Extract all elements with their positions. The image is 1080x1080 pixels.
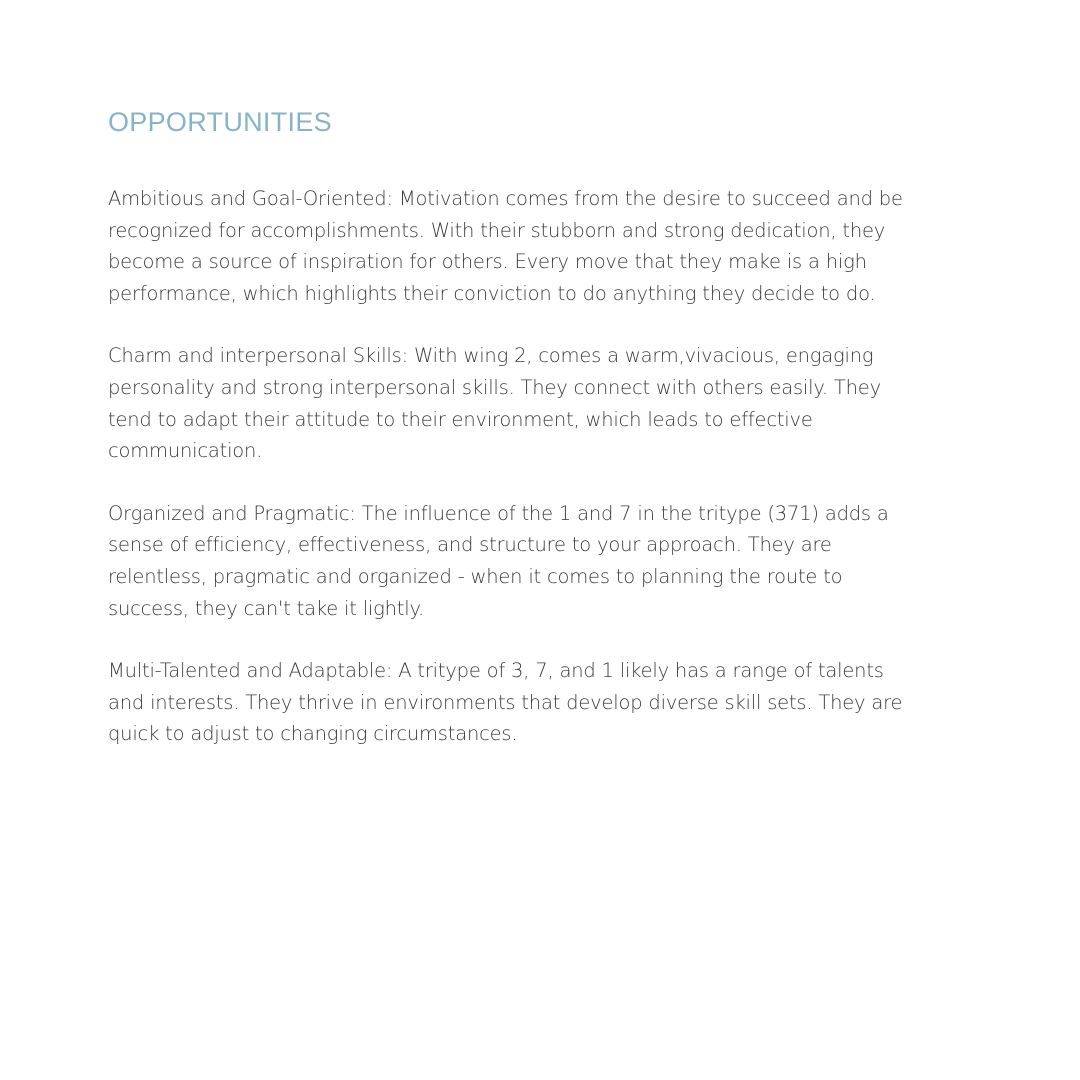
paragraph-organized: Organized and Pragmatic: The influence of the 1 and 7 in the tritype (371) adds a sense of efficiency, effectiveness, and structure to your approach. They are relentless, pragmatic and organized - when it comes to planning the route to success, they can't take it lightly. bbox=[108, 501, 889, 620]
paragraph-ambitious: Ambitious and Goal-Oriented: Motivation comes from the desire to succeed and be recognized for accomplishments. With their stubborn and strong dedication, they become a source of inspiration for others. Every move that they make is a high performance, which highlights their conviction to do anything they decide to do. bbox=[108, 187, 903, 305]
paragraph-charm: Charm and interpersonal Skills: With wing 2, comes a warm,vivacious, engaging personality and strong interpersonal skills. They connect with others easily. They tend to adapt their attitude to their environment, which leads to effective communication. bbox=[108, 344, 881, 463]
page-title: OPPORTUNITIES bbox=[108, 107, 332, 137]
paragraph-multi-talented: Multi-Talented and Adaptable: A tritype of 3, 7, and 1 likely has a range of talents and interests. They thrive in environments that develop diverse skill sets. They are quick to adjust to changing circumstances. bbox=[108, 659, 903, 746]
content-body bbox=[108, 183, 908, 781]
